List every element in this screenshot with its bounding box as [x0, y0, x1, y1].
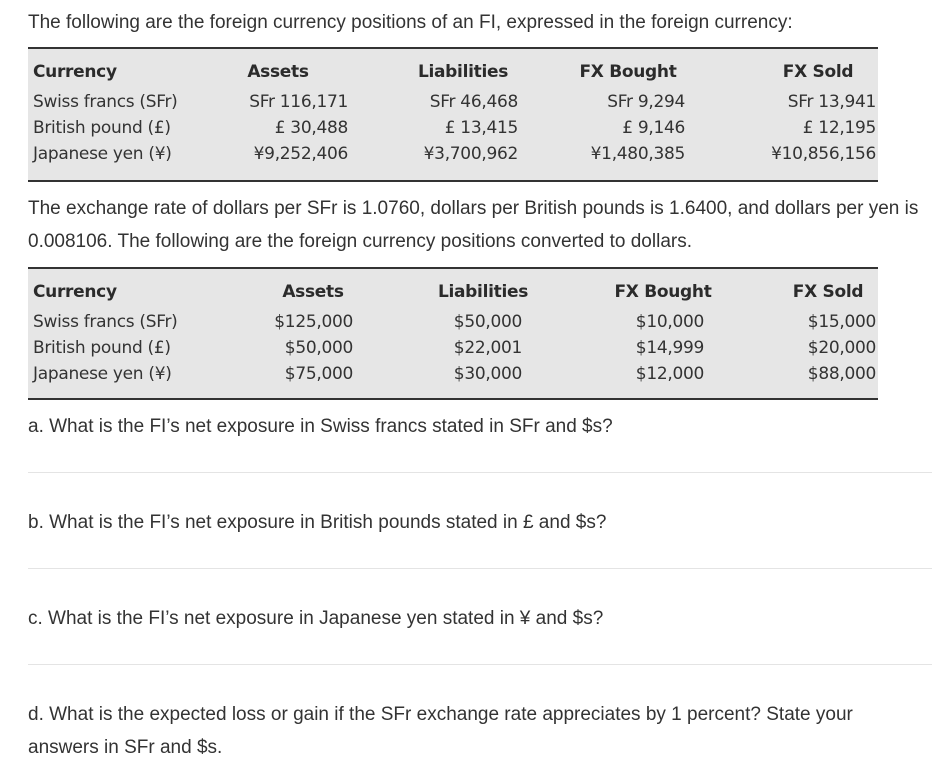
- currency-cell: Japanese yen (¥): [33, 364, 172, 384]
- intro-text-2: The exchange rate of dollars per SFr is 1.0760, dollars per British pounds is 1.6400, and dollars per yen is 0.008106. The following are the foreign currency positions converted to dollars.: [28, 198, 919, 252]
- fx-positions-table: [28, 47, 878, 182]
- fx-bought-cell: ¥1,480,385: [590, 144, 685, 164]
- header-fx-bought: FX Bought: [579, 62, 677, 82]
- liabilities-cell: £ 13,415: [444, 118, 518, 138]
- currency-cell: Japanese yen (¥): [33, 144, 172, 164]
- fx-sold-cell: $15,000: [807, 312, 876, 332]
- header-currency: Currency: [33, 282, 117, 302]
- answer-divider: [28, 472, 932, 473]
- assets-cell: $50,000: [284, 338, 353, 358]
- header-liabilities: Liabilities: [417, 62, 509, 82]
- table-row: [28, 309, 878, 335]
- assets-cell: ¥9,252,406: [253, 144, 348, 164]
- header-fx-sold: FX Sold: [792, 282, 864, 302]
- fx-bought-cell: $14,999: [635, 338, 704, 358]
- dollar-positions-table: [28, 267, 878, 400]
- assets-cell: $125,000: [274, 312, 353, 332]
- fx-sold-cell: $88,000: [807, 364, 876, 384]
- liabilities-cell: $22,001: [453, 338, 522, 358]
- table-row: [28, 115, 878, 141]
- answer-divider: [28, 664, 932, 665]
- currency-cell: British pound (£): [33, 118, 171, 138]
- assets-cell: SFr 116,171: [249, 92, 348, 112]
- header-assets: Assets: [247, 62, 309, 82]
- header-assets: Assets: [282, 282, 344, 302]
- question-c: c. What is the FI’s net exposure in Japanese yen stated in ¥ and $s?: [28, 608, 604, 629]
- fx-sold-cell: SFr 13,941: [787, 92, 876, 112]
- question-a: a. What is the FI’s net exposure in Swiss francs stated in SFr and $s?: [28, 416, 613, 437]
- currency-cell: Swiss francs (SFr): [33, 92, 178, 112]
- currency-cell: Swiss francs (SFr): [33, 312, 178, 332]
- table-row: [28, 141, 878, 167]
- liabilities-cell: SFr 46,468: [429, 92, 518, 112]
- table-header-row: [28, 279, 878, 305]
- intro-text-1: The following are the foreign currency positions of an FI, expressed in the foreign currency:: [28, 12, 793, 33]
- header-currency: Currency: [33, 62, 117, 82]
- table-header-row: [28, 59, 878, 85]
- fx-bought-cell: $12,000: [635, 364, 704, 384]
- header-fx-bought: FX Bought: [614, 282, 712, 302]
- liabilities-cell: $30,000: [453, 364, 522, 384]
- assets-cell: £ 30,488: [274, 118, 348, 138]
- fx-sold-cell: ¥10,856,156: [771, 144, 876, 164]
- fx-bought-cell: £ 9,146: [622, 118, 685, 138]
- table-row: [28, 335, 878, 361]
- fx-bought-cell: $10,000: [635, 312, 704, 332]
- table-row: [28, 361, 878, 387]
- fx-sold-cell: $20,000: [807, 338, 876, 358]
- question-b: b. What is the FI’s net exposure in British pounds stated in £ and $s?: [28, 512, 607, 533]
- table-row: [28, 89, 878, 115]
- liabilities-cell: $50,000: [453, 312, 522, 332]
- fx-sold-cell: £ 12,195: [802, 118, 876, 138]
- liabilities-cell: ¥3,700,962: [423, 144, 518, 164]
- header-liabilities: Liabilities: [437, 282, 529, 302]
- header-fx-sold: FX Sold: [782, 62, 854, 82]
- currency-cell: British pound (£): [33, 338, 171, 358]
- question-d: d. What is the expected loss or gain if the SFr exchange rate appreciates by 1 percent? State your answers in SFr and $s.: [28, 704, 853, 758]
- answer-divider: [28, 568, 932, 569]
- fx-bought-cell: SFr 9,294: [607, 92, 685, 112]
- assets-cell: $75,000: [284, 364, 353, 384]
